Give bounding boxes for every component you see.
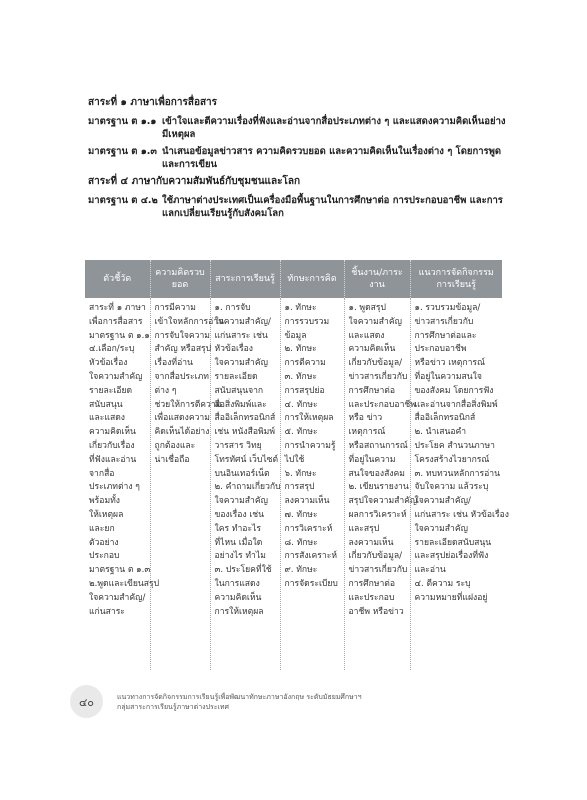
cell-line: และอ่านจากสื่อสิ่งพิมพ์: [414, 399, 498, 410]
header-activities: แนวการจัดกิจกรรมการเรียนรู้: [410, 260, 502, 298]
cell-line: และแสดง: [89, 413, 125, 424]
header-indicators: ตัวชี้วัด: [85, 260, 150, 298]
standard-text: เข้าใจและตีความเรื่องที่ฟังและอ่านจากสื่อประเภทต่าง ๆ และแสดงความคิดเห็นอย่างมีเหตุผล: [162, 116, 506, 140]
cell-line: จากสื่อ: [89, 468, 115, 479]
cell-line: หัวข้อเรื่อง: [89, 358, 128, 369]
cell-line: ประกอบอาชีพ: [414, 344, 467, 355]
cell-line: โครงสร้างไวยากรณ์: [414, 454, 490, 465]
cell-line: และสรุปย่อเรื่องที่ฟัง: [414, 551, 489, 562]
cell-line: หัวข้อเรื่อง: [214, 344, 253, 355]
cell-line: ที่อยู่ในความสนใจ: [414, 371, 482, 382]
cell-line: มาตรฐาน ต ๑.๓: [89, 565, 151, 576]
cell-line: วารสาร วิทยุ: [214, 440, 262, 451]
cell-line: รายละเอียด: [89, 385, 133, 396]
cell-line: มาตรฐาน ต ๑.๑: [89, 330, 150, 341]
cell-line: ข่าวสารเกี่ยวกับ: [348, 565, 408, 576]
cell-line: การศึกษาต่อ: [348, 385, 396, 396]
table-row: [85, 298, 502, 670]
cell-line: ช่วยให้การตีความ: [154, 399, 222, 410]
cell-line: หรือสถานการณ์: [348, 440, 408, 451]
cell-line: โทรทัศน์ เว็บไซต์: [214, 454, 279, 465]
cell-line: รายละเอียดสนับสนุน: [414, 537, 492, 548]
cell-line: ๔.เลือก/ระบุ: [89, 344, 135, 355]
cell-line: การนำความรู้: [284, 440, 336, 451]
cell-line: เพื่อการสื่อสาร: [89, 316, 143, 327]
cell-line: ๑. ทักษะ: [284, 303, 317, 313]
cell-line: การจับใจความ: [154, 330, 210, 341]
cell-line: การศึกษาต่อ: [348, 578, 396, 589]
cell-line: ๑. พูดสรุป: [348, 303, 386, 313]
cell-line: จากสื่อประเภท: [154, 371, 209, 382]
cell-line: ของสังคม โดยการฟัง: [414, 385, 494, 396]
standard-row: [88, 145, 508, 171]
cell-line: และอ่าน: [414, 565, 446, 576]
cell-line: ความหมายที่แฝงอยู่: [414, 592, 488, 603]
standard-text: ใช้ภาษาต่างประเทศเป็นเครื่องมือพื้นฐานในการศึกษาต่อ การประกอบอาชีพ และการแลกเปลี่ยนเรียนรู้กับสังคมโลก: [162, 195, 503, 219]
cell-line: หรือ ข่าว: [348, 413, 383, 424]
cell-line: แก่นสาระ: [89, 606, 125, 617]
cell-line: ๗. ทักษะ: [284, 509, 318, 520]
cell-line: การศึกษาต่อและ: [414, 330, 477, 341]
cell-line: อาชีพ หรือข่าว: [348, 606, 404, 617]
cell-line: เช่น หนังสือพิมพ์: [214, 427, 276, 438]
cell-line: การมีความ: [154, 303, 196, 313]
cell-line: เกี่ยวกับข้อมูล/: [348, 551, 403, 562]
cell-line: และยก: [89, 523, 115, 534]
cell-line: ใคร ทำอะไร: [214, 523, 261, 534]
cell-line: ความคิดเห็น: [348, 344, 396, 355]
strand-heading: สาระที่ ๑ ภาษาเพื่อการสื่อสาร: [88, 97, 218, 108]
cell-line: ๓. ประโยคที่ใช้: [214, 565, 272, 576]
cell-line: ๒. ทักษะ: [284, 344, 317, 355]
cell-line: การสรุปย่อ: [284, 385, 325, 396]
cell-line: การให้เหตุผล: [284, 413, 334, 424]
cell-line: ความคิดเห็น: [89, 427, 136, 438]
cell-line: ไปใช้: [284, 454, 305, 465]
cell-line: ให้เหตุผล: [89, 509, 124, 520]
header-tasks: ชิ้นงาน/ภาระงาน: [344, 260, 410, 298]
page-footer: [70, 685, 362, 718]
cell-content: [210, 298, 280, 670]
cell-line: ข้อมูล: [284, 330, 307, 341]
cell-line: สำคัญ หรือสรุป: [154, 344, 212, 355]
cell-line: การจัดระเบียบ: [284, 578, 338, 589]
cell-line: ถูกต้องและ: [154, 440, 196, 451]
cell-line: ใจความสำคัญ: [214, 358, 268, 369]
cell-line: ๒. คำถามเกี่ยวกับ: [214, 482, 281, 493]
cell-line: ๘. ทักษะ: [284, 537, 318, 548]
cell-thinking-skills: [280, 298, 344, 670]
cell-line: หรือข่าว เหตุการณ์: [414, 358, 485, 369]
cell-activities: [410, 298, 509, 670]
header-content: สาระการเรียนรู้: [210, 260, 280, 298]
cell-line: ๔. ทักษะ: [284, 399, 318, 410]
cell-line: ประกอบ: [89, 551, 120, 562]
cell-line: ใจความสำคัญ/: [89, 592, 146, 603]
strands-section: [88, 96, 508, 220]
cell-line: ใจความสำคัญ: [414, 523, 468, 534]
cell-line: ที่ไหน เมื่อใด: [214, 537, 263, 548]
cell-line: การสังเคราะห์: [284, 551, 337, 562]
standard-text: นำเสนอข้อมูลข่าวสาร ความคิดรวบยอด และความคิดเห็นในเรื่องต่าง ๆ โดยการพูดและการเขียน: [162, 146, 502, 170]
cell-line: ๕. ทักษะ: [284, 427, 318, 438]
cell-line: และประกอบ: [348, 592, 395, 603]
cell-line: น่าเชื่อถือ: [154, 454, 190, 465]
cell-line: เกี่ยวกับเรื่อง: [89, 440, 135, 451]
cell-line: ลงความเห็น: [284, 496, 330, 507]
strand-heading: สาระที่ ๔ ภาษากับความสัมพันธ์กับชุมชนและโลก: [88, 176, 301, 187]
cell-line: สรุปใจความสำคัญ: [348, 496, 418, 507]
header-concept: ความคิดรวบยอด: [150, 260, 210, 298]
cell-line: อย่างไร ทำไม: [214, 551, 266, 562]
cell-line: สื่อสิ่งพิมพ์และ: [214, 399, 267, 410]
cell-line: ๒. เขียนรายงาน: [348, 482, 409, 493]
cell-line: ต่าง ๆ: [154, 385, 177, 396]
cell-line: ๒.พูดและเขียนสรุป: [89, 578, 160, 589]
curriculum-table: [85, 260, 509, 670]
cell-line: ลงความเห็น: [348, 537, 394, 548]
cell-line: การให้เหตุผล: [214, 606, 264, 617]
table-header-row: [85, 260, 502, 298]
cell-line: ๓. ทบทวนหลักการอ่าน: [414, 468, 500, 479]
cell-line: เพื่อแสดงความ: [154, 413, 210, 424]
cell-line: ใจความสำคัญ: [214, 496, 268, 507]
cell-line: แก่นสาระ เช่น: [214, 330, 268, 341]
cell-line: และแสดง: [348, 330, 385, 341]
cell-line: ที่อยู่ในความ: [348, 454, 396, 465]
page-number: ๔๐: [70, 685, 103, 718]
cell-line: สนับสนุนจาก: [214, 385, 264, 396]
cell-line: เกี่ยวกับข้อมูล/: [348, 358, 403, 369]
cell-line: ในการแสดง: [214, 578, 260, 589]
cell-line: ๑. การจับ: [214, 303, 251, 313]
cell-line: ผลการวิเคราะห์: [348, 509, 407, 520]
cell-line: สื่ออิเล็กทรอนิกส์: [414, 413, 476, 424]
standard-label: มาตรฐาน ต ๑.๓: [88, 146, 157, 157]
cell-line: ความคิดเห็น: [214, 592, 262, 603]
cell-line: ข่าวสารเกี่ยวกับ: [348, 371, 408, 382]
cell-line: คิดเห็นได้อย่าง: [154, 427, 210, 438]
cell-line: ที่ฟังและอ่าน: [89, 454, 137, 465]
cell-line: และสรุป: [348, 523, 380, 534]
footer-line: แนวทางการจัดกิจกรรมการเรียนรู้เพื่อพัฒนาทักษะภาษาอังกฤษ ระดับมัธยมศึกษาฯ: [117, 692, 362, 701]
standard-label: มาตรฐาน ต ๔.๒: [88, 195, 158, 206]
cell-line: ๖. ทักษะ: [284, 468, 317, 479]
cell-line: สื่ออิเล็กทรอนิกส์: [214, 413, 276, 424]
cell-line: เรื่องที่อ่าน: [154, 358, 193, 369]
cell-line: แก่นสาระ เช่น หัวข้อเรื่อง: [414, 509, 509, 520]
cell-indicators: [85, 298, 160, 670]
cell-line: รายละเอียด: [214, 371, 258, 382]
cell-line: เข้าใจหลักการอ่าน: [154, 316, 225, 327]
cell-line: การสรุป: [284, 482, 315, 493]
standard-label: มาตรฐาน ต ๑.๑: [88, 116, 157, 127]
cell-line: ๔. ตีความ ระบุ: [414, 578, 471, 589]
cell-line: การวิเคราะห์: [284, 523, 333, 534]
cell-line: เหตุการณ์: [348, 427, 386, 438]
cell-line: ใจความสำคัญ/: [214, 316, 271, 327]
cell-line: ใจความสำคัญ: [89, 371, 143, 382]
footer-text: [117, 692, 362, 712]
header-thinking-skills: ทักษะการคิด: [280, 260, 344, 298]
standard-row: [88, 194, 508, 220]
cell-line: จับใจความ แล้วระบุ: [414, 482, 489, 493]
cell-tasks: [344, 298, 418, 670]
cell-line: สนใจของสังคม: [348, 468, 405, 479]
cell-line: การรวบรวม: [284, 316, 330, 327]
cell-line: สนับสนุน: [89, 399, 123, 410]
cell-line: พร้อมทั้ง: [89, 496, 120, 507]
cell-line: ๓. ทักษะ: [284, 371, 317, 382]
cell-line: ประเภทต่าง ๆ: [89, 482, 140, 493]
cell-line: ของเรื่อง เช่น: [214, 509, 265, 520]
cell-line: และประกอบอาชีพ: [348, 399, 416, 410]
cell-line: ๙. ทักษะ: [284, 565, 318, 576]
cell-line: สาระที่ ๑ ภาษา: [89, 303, 146, 313]
cell-line: ใจความสำคัญ: [348, 316, 402, 327]
cell-line: ๒. นำเสนอคำ: [414, 427, 467, 438]
cell-line: บนอินเทอร์เน็ต: [214, 468, 270, 479]
cell-line: ข่าวสารเกี่ยวกับ: [414, 316, 474, 327]
cell-line: ใจความสำคัญ/: [414, 496, 471, 507]
cell-concept: [150, 298, 225, 670]
standard-row: [88, 115, 508, 141]
cell-line: ประโยค สำนวนภาษา: [414, 440, 495, 451]
footer-line: กลุ่มสาระการเรียนรู้ภาษาต่างประเทศ: [117, 702, 229, 711]
cell-line: การตีความ: [284, 358, 326, 369]
cell-line: ตัวอย่าง: [89, 537, 119, 548]
cell-line: ๑. รวบรวมข้อมูล/: [414, 303, 481, 313]
